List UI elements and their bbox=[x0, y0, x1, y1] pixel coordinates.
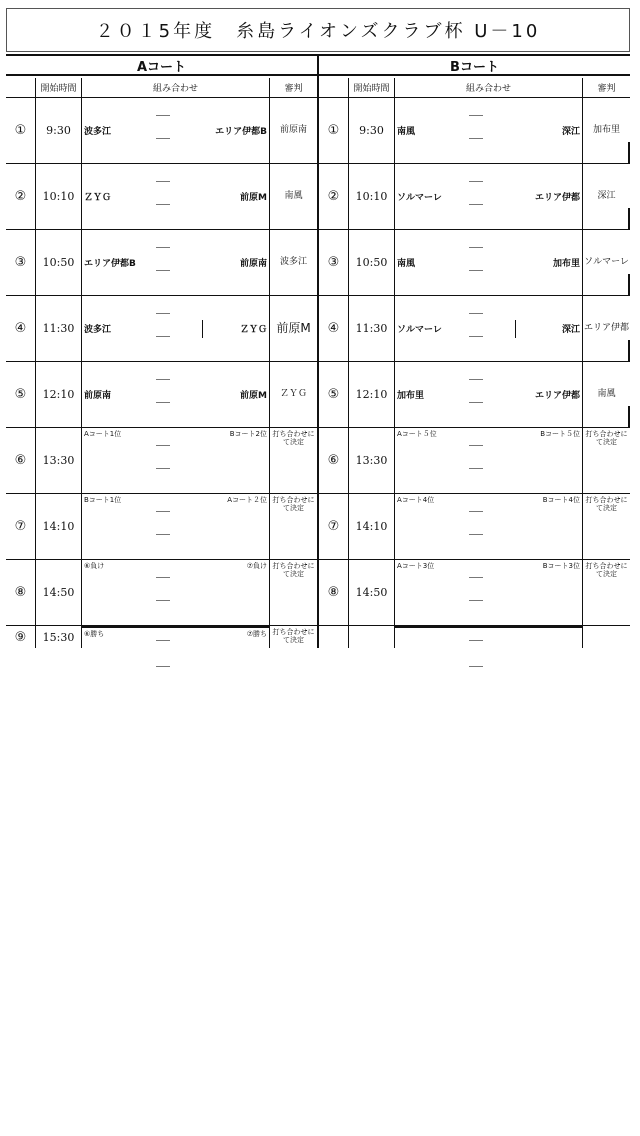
score-line-top bbox=[469, 115, 483, 116]
seed-left: Aコート4位 bbox=[397, 496, 435, 504]
match-row bbox=[6, 98, 317, 164]
score-line-bottom bbox=[156, 402, 170, 403]
match-row bbox=[319, 362, 630, 428]
start-time: 15:30 bbox=[36, 626, 82, 648]
score-line-bottom bbox=[156, 600, 170, 601]
team-right: ＺＹＧ bbox=[239, 325, 267, 335]
referee: 深江 bbox=[583, 164, 630, 229]
referee: 打ち合わせにて決定 bbox=[272, 628, 315, 645]
match-row bbox=[6, 230, 317, 296]
seed-left: Aコート1位 bbox=[84, 430, 122, 438]
seed-left: ⑥勝ち bbox=[84, 630, 105, 638]
match-row bbox=[6, 362, 317, 428]
matchup-cell bbox=[395, 230, 583, 295]
start-time bbox=[349, 626, 395, 648]
team-right: 前原M bbox=[240, 193, 267, 203]
referee: 前原M bbox=[276, 321, 311, 336]
start-time: 9:30 bbox=[349, 98, 395, 163]
match-number: ⑨ bbox=[6, 626, 36, 648]
team-right: 前原M bbox=[240, 391, 267, 401]
seed-right: ⑦負け bbox=[246, 562, 267, 570]
start-time: 14:50 bbox=[349, 560, 395, 625]
team-left: 加布里 bbox=[397, 391, 425, 401]
team-left: ＺＹＧ bbox=[84, 193, 112, 203]
referee bbox=[583, 626, 630, 648]
match-number: ② bbox=[319, 164, 349, 229]
score-line-top bbox=[156, 181, 170, 182]
match-number: ① bbox=[319, 98, 349, 163]
team-left: 南風 bbox=[397, 259, 416, 269]
matchup-cell bbox=[82, 560, 270, 625]
score-line-bottom bbox=[469, 600, 483, 601]
team-right: 深江 bbox=[561, 325, 580, 335]
start-time: 14:50 bbox=[36, 560, 82, 625]
matchup-cell bbox=[82, 494, 270, 559]
team-right: 前原南 bbox=[239, 259, 267, 269]
referee: 波多江 bbox=[279, 257, 307, 268]
matchup-cell bbox=[395, 428, 583, 493]
score-line-bottom bbox=[156, 336, 170, 337]
match-number: ⑥ bbox=[319, 428, 349, 493]
start-time: 14:10 bbox=[349, 494, 395, 559]
match-row bbox=[6, 560, 317, 626]
match-number: ③ bbox=[6, 230, 36, 295]
match-row bbox=[6, 626, 317, 648]
seed-right: Bコート2位 bbox=[229, 430, 267, 438]
matchup-cell bbox=[82, 626, 270, 648]
court-a-header: Aコート bbox=[6, 54, 317, 76]
score-line-top bbox=[469, 640, 483, 641]
score-line-bottom bbox=[469, 138, 483, 139]
score-separator bbox=[202, 320, 203, 338]
header-time: 開始時間 bbox=[349, 78, 395, 97]
match-number: ⑧ bbox=[319, 560, 349, 625]
match-row bbox=[319, 560, 630, 626]
start-time: 11:30 bbox=[36, 296, 82, 361]
page-title: ２０１5年度 糸島ライオンズクラブ杯 U－10 bbox=[6, 8, 630, 52]
team-right: 加布里 bbox=[552, 259, 580, 269]
matchup-cell bbox=[395, 560, 583, 625]
start-time: 10:10 bbox=[36, 164, 82, 229]
score-line-bottom bbox=[469, 336, 483, 337]
seed-right: ⑦勝ち bbox=[246, 630, 267, 638]
matchup-cell bbox=[395, 494, 583, 559]
match-number: ④ bbox=[319, 296, 349, 361]
referee: ＺＹＧ bbox=[279, 389, 307, 400]
team-right: エリア伊都 bbox=[534, 391, 580, 401]
score-line-top bbox=[469, 181, 483, 182]
match-number: ① bbox=[6, 98, 36, 163]
team-left: 前原南 bbox=[84, 391, 112, 401]
referee: 加布里 bbox=[583, 98, 630, 163]
matchup-cell bbox=[82, 98, 270, 163]
match-row bbox=[6, 296, 317, 362]
score-line-bottom bbox=[469, 666, 483, 667]
team-right: エリア伊都 bbox=[534, 193, 580, 203]
seed-right: Bコート3位 bbox=[542, 562, 580, 570]
team-left: 波多江 bbox=[84, 325, 112, 335]
matchup-cell bbox=[395, 362, 583, 427]
header-referee: 審判 bbox=[597, 84, 616, 94]
start-time: 14:10 bbox=[36, 494, 82, 559]
start-time: 10:50 bbox=[36, 230, 82, 295]
match-number: ⑧ bbox=[6, 560, 36, 625]
score-line-top bbox=[469, 511, 483, 512]
match-number: ⑥ bbox=[6, 428, 36, 493]
team-right: エリア伊都B bbox=[215, 127, 267, 137]
matchup-cell bbox=[82, 296, 270, 361]
score-line-bottom bbox=[156, 468, 170, 469]
score-line-top bbox=[156, 511, 170, 512]
score-line-top bbox=[156, 445, 170, 446]
match-number: ⑦ bbox=[6, 494, 36, 559]
matchup-cell bbox=[82, 428, 270, 493]
match-row bbox=[319, 230, 630, 296]
match-row bbox=[319, 626, 630, 648]
score-separator bbox=[515, 320, 516, 338]
start-time: 13:30 bbox=[349, 428, 395, 493]
score-line-bottom bbox=[156, 138, 170, 139]
team-right: 深江 bbox=[561, 127, 580, 137]
start-time: 9:30 bbox=[36, 98, 82, 163]
edge-mark bbox=[628, 340, 630, 362]
team-left: エリア伊都B bbox=[84, 259, 136, 269]
start-time: 13:30 bbox=[36, 428, 82, 493]
match-rows bbox=[319, 98, 630, 648]
score-line-bottom bbox=[156, 534, 170, 535]
edge-mark bbox=[628, 208, 630, 230]
seed-left: Bコート1位 bbox=[84, 496, 122, 504]
matchup-cell bbox=[395, 296, 583, 361]
start-time: 12:10 bbox=[36, 362, 82, 427]
edge-mark bbox=[628, 274, 630, 296]
match-number: ④ bbox=[6, 296, 36, 361]
seed-left: ⑥負け bbox=[84, 562, 105, 570]
score-line-bottom bbox=[156, 666, 170, 667]
score-line-bottom bbox=[469, 270, 483, 271]
match-row bbox=[319, 98, 630, 164]
matchup-cell bbox=[82, 164, 270, 229]
header-time: 開始時間 bbox=[36, 78, 82, 97]
header-match: 組み合わせ bbox=[395, 78, 583, 97]
seed-right: Aコート２位 bbox=[227, 496, 267, 504]
edge-mark bbox=[628, 406, 630, 428]
referee: 前原南 bbox=[279, 125, 307, 136]
referee: ソルマーレ bbox=[583, 230, 630, 295]
start-time: 12:10 bbox=[349, 362, 395, 427]
score-line-bottom bbox=[156, 270, 170, 271]
seed-left: Aコート５位 bbox=[397, 430, 437, 438]
score-line-top bbox=[156, 247, 170, 248]
score-line-top bbox=[156, 115, 170, 116]
match-rows bbox=[6, 98, 317, 648]
seed-left: Aコート3位 bbox=[397, 562, 435, 570]
referee: 打ち合わせにて決定 bbox=[272, 496, 315, 513]
referee: 打ち合わせにて決定 bbox=[585, 430, 628, 447]
header-num bbox=[6, 78, 36, 97]
seed-right: Bコート4位 bbox=[542, 496, 580, 504]
column-headers bbox=[6, 78, 317, 98]
score-line-top bbox=[469, 313, 483, 314]
match-number bbox=[319, 626, 349, 648]
referee: 打ち合わせにて決定 bbox=[585, 562, 628, 579]
court-b-table bbox=[319, 78, 630, 648]
match-number: ⑤ bbox=[6, 362, 36, 427]
score-line-top bbox=[156, 577, 170, 578]
matchup-cell bbox=[82, 230, 270, 295]
score-line-top bbox=[156, 313, 170, 314]
score-line-bottom bbox=[469, 402, 483, 403]
header-num bbox=[319, 78, 349, 97]
referee: 南風 bbox=[284, 191, 303, 202]
header-referee: 審判 bbox=[284, 84, 303, 94]
match-row bbox=[6, 494, 317, 560]
start-time: 10:10 bbox=[349, 164, 395, 229]
score-line-top bbox=[469, 577, 483, 578]
team-left: 南風 bbox=[397, 127, 416, 137]
start-time: 10:50 bbox=[349, 230, 395, 295]
team-left: 波多江 bbox=[84, 127, 112, 137]
referee: 打ち合わせにて決定 bbox=[272, 562, 315, 579]
match-row bbox=[319, 494, 630, 560]
start-time: 11:30 bbox=[349, 296, 395, 361]
match-row bbox=[319, 428, 630, 494]
team-left: ソルマーレ bbox=[397, 325, 442, 335]
referee: 打ち合わせにて決定 bbox=[272, 430, 315, 447]
matchup-cell bbox=[395, 164, 583, 229]
score-line-bottom bbox=[469, 534, 483, 535]
score-line-top bbox=[469, 445, 483, 446]
match-row bbox=[6, 428, 317, 494]
referee: 打ち合わせにて決定 bbox=[585, 496, 628, 513]
column-headers bbox=[319, 78, 630, 98]
match-number: ② bbox=[6, 164, 36, 229]
matchup-cell bbox=[395, 98, 583, 163]
score-line-bottom bbox=[156, 204, 170, 205]
score-line-top bbox=[156, 379, 170, 380]
edge-mark bbox=[628, 142, 630, 164]
team-left: ソルマーレ bbox=[397, 193, 442, 203]
matchup-cell bbox=[82, 362, 270, 427]
match-number: ⑤ bbox=[319, 362, 349, 427]
match-number: ③ bbox=[319, 230, 349, 295]
referee: エリア伊都 bbox=[583, 296, 630, 361]
court-a-table bbox=[6, 78, 317, 648]
match-row bbox=[319, 164, 630, 230]
score-line-top bbox=[156, 640, 170, 641]
match-number: ⑦ bbox=[319, 494, 349, 559]
header-match: 組み合わせ bbox=[82, 78, 270, 97]
score-line-bottom bbox=[469, 204, 483, 205]
referee: 南風 bbox=[583, 362, 630, 427]
court-b-header: Bコート bbox=[319, 54, 630, 76]
matchup-cell bbox=[395, 626, 583, 648]
score-line-top bbox=[469, 379, 483, 380]
seed-right: Bコート５位 bbox=[540, 430, 580, 438]
score-line-top bbox=[469, 247, 483, 248]
match-row bbox=[6, 164, 317, 230]
score-line-bottom bbox=[469, 468, 483, 469]
match-row bbox=[319, 296, 630, 362]
